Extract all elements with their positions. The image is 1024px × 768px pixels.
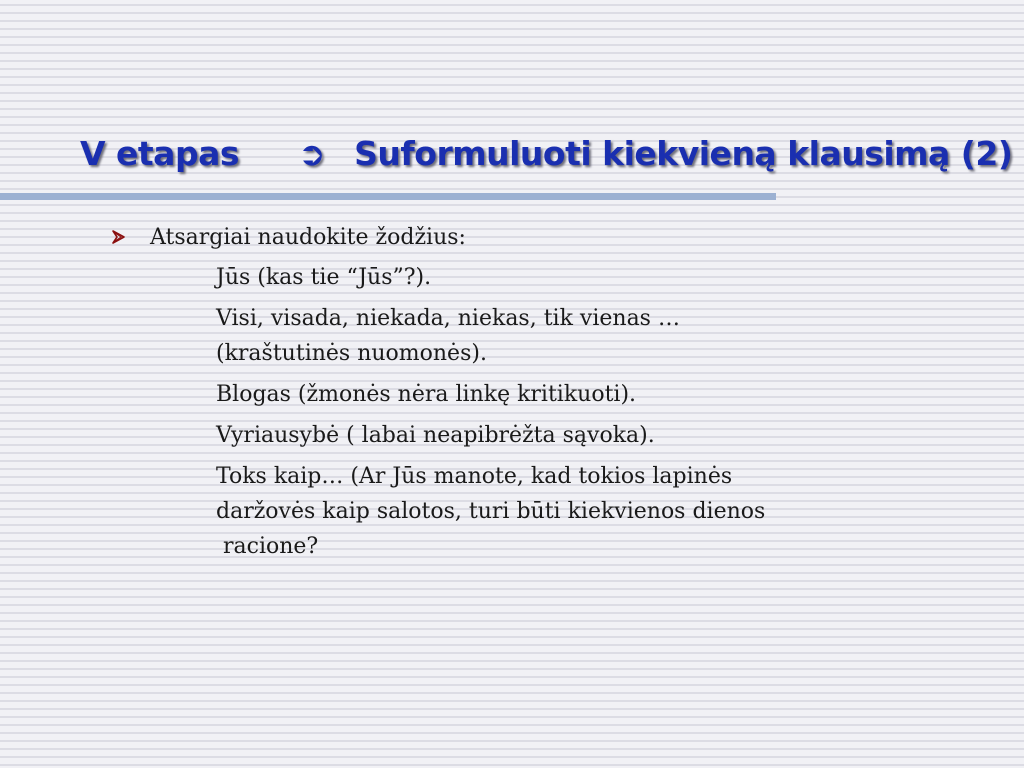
list-item bbox=[216, 260, 936, 295]
title-underline bbox=[0, 193, 776, 200]
list-item-line: racione? bbox=[216, 534, 319, 559]
arrowhead-bullet-icon bbox=[110, 229, 130, 245]
arrow-icon: ➲ bbox=[298, 134, 326, 173]
list-item bbox=[216, 377, 936, 412]
bullet-text: Atsargiai naudokite žodžius: bbox=[150, 225, 466, 250]
title-stage: V etapas bbox=[80, 134, 239, 173]
sub-list bbox=[216, 260, 936, 564]
slide-title bbox=[80, 134, 1013, 173]
list-item-line: Toks kaip… (Ar Jūs manote, kad tokios lapinės bbox=[216, 464, 733, 489]
list-item-line: Visi, visada, niekada, niekas, tik vienas … bbox=[216, 306, 680, 331]
list-item-line: daržovės kaip salotos, turi būti kiekvienos dienos bbox=[216, 499, 766, 524]
list-item bbox=[216, 459, 936, 564]
list-item-line: Blogas (žmonės nėra linkę kritikuoti). bbox=[216, 382, 637, 407]
slide-body bbox=[110, 220, 990, 570]
title-question: Suformuluoti kiekvieną klausimą (2) bbox=[354, 134, 1013, 173]
list-item-line: Jūs (kas tie “Jūs”?). bbox=[216, 265, 432, 290]
bullet-item bbox=[110, 220, 990, 256]
list-item bbox=[216, 418, 936, 453]
list-item-line: Vyriausybė ( labai neapibrėžta sąvoka). bbox=[216, 423, 655, 448]
list-item bbox=[216, 301, 936, 371]
list-item-line: (kraštutinės nuomonės). bbox=[216, 341, 487, 366]
